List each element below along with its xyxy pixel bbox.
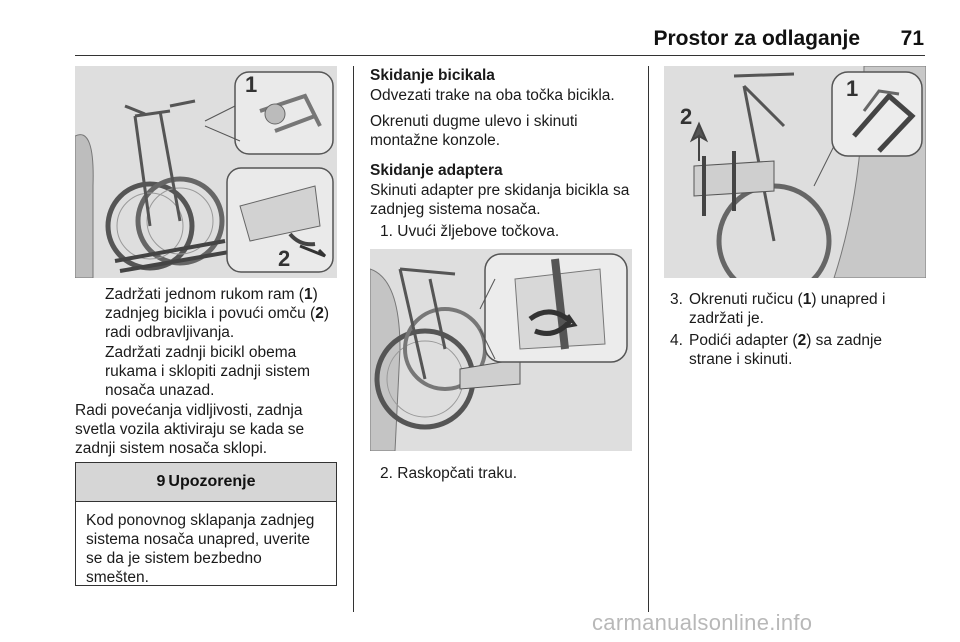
figure-bike-carrier-fold (75, 66, 337, 278)
instruction-fold-back: Zadržati zadnji bicikl obema rukama i sklopiti zadnji sistem nosača unazad. (105, 344, 311, 399)
detail-inset-1 (235, 72, 333, 154)
step-3-number: 3. (670, 291, 683, 308)
callout-2: 2 (278, 246, 291, 271)
warning-box (75, 462, 337, 586)
ref-number-1: 1 (303, 286, 313, 303)
figure-wheel-grooves (370, 249, 632, 451)
step-4-text: Podići adapter (2) sa zadnje strane i skinuti. (689, 332, 883, 368)
ref-number-2: 2 (315, 305, 324, 322)
page-number: 71 (900, 27, 924, 50)
page-title: Prostor za odlaganje (653, 27, 860, 50)
warning-header (76, 463, 336, 502)
callout-1: 1 (245, 72, 258, 97)
step-1-number: 1. (380, 223, 393, 240)
heading-remove-bikes: Skidanje bicikala (370, 67, 495, 84)
step-4 (670, 331, 925, 369)
callout-2: 2 (680, 104, 693, 129)
detail-inset-lever (832, 72, 922, 156)
warning-text: Kod ponovnog sklapanja zadnjeg sistema nosača unapred, uverite se da je sistem bezbedno smešten. (86, 512, 315, 586)
warning-icon: 9 (156, 473, 166, 490)
figure-lift-adapter (664, 66, 926, 278)
instruction-untie-straps: Odvezati trake na oba točka bicikla. (370, 87, 615, 104)
step-3-text: Okrenuti ručicu (1) unapred i zadržati je. (689, 291, 886, 327)
detail-inset-groove (485, 254, 627, 362)
column-divider-left (353, 66, 354, 612)
heading-remove-adapter: Skidanje adaptera (370, 162, 503, 179)
step-1 (380, 222, 635, 241)
step-4-number: 4. (670, 332, 683, 349)
instruction-unlock: Zadržati jednom rukom ram (1) zadnjeg bicikla i povući omču (2) radi odbravljivanja. (105, 286, 330, 341)
figure-lift-adapter-illustration (664, 66, 926, 278)
figure-wheel-grooves-illustration (370, 249, 632, 451)
watermark: carmanualsonline.info (592, 610, 813, 635)
ref-number-2: 2 (797, 332, 807, 349)
step-1-text: Uvući žljebove točkova. (397, 223, 560, 240)
figure-bike-carrier-fold-illustration (75, 66, 337, 278)
step-2-text: Raskopčati traku. (397, 465, 517, 482)
ref-number-1: 1 (802, 291, 812, 308)
header-divider (75, 55, 925, 56)
instruction-remove-brackets: Okrenuti dugme ulevo i skinuti montažne konzole. (370, 113, 578, 149)
step-2 (380, 464, 635, 483)
instruction-remove-adapter: Skinuti adapter pre skidanja bicikla sa zadnjeg sistema nosača. (370, 182, 630, 218)
warning-title: Upozorenje (168, 473, 256, 490)
step-2-number: 2. (380, 465, 393, 482)
detail-inset-2 (227, 168, 333, 272)
column-divider-right (648, 66, 649, 612)
note-tail-lights: Radi povećanja vidljivosti, zadnja svetla vozila aktiviraju se kada se zadnji sistem nosača sklopi. (75, 402, 305, 457)
step-3 (670, 290, 925, 328)
callout-1: 1 (846, 76, 859, 101)
